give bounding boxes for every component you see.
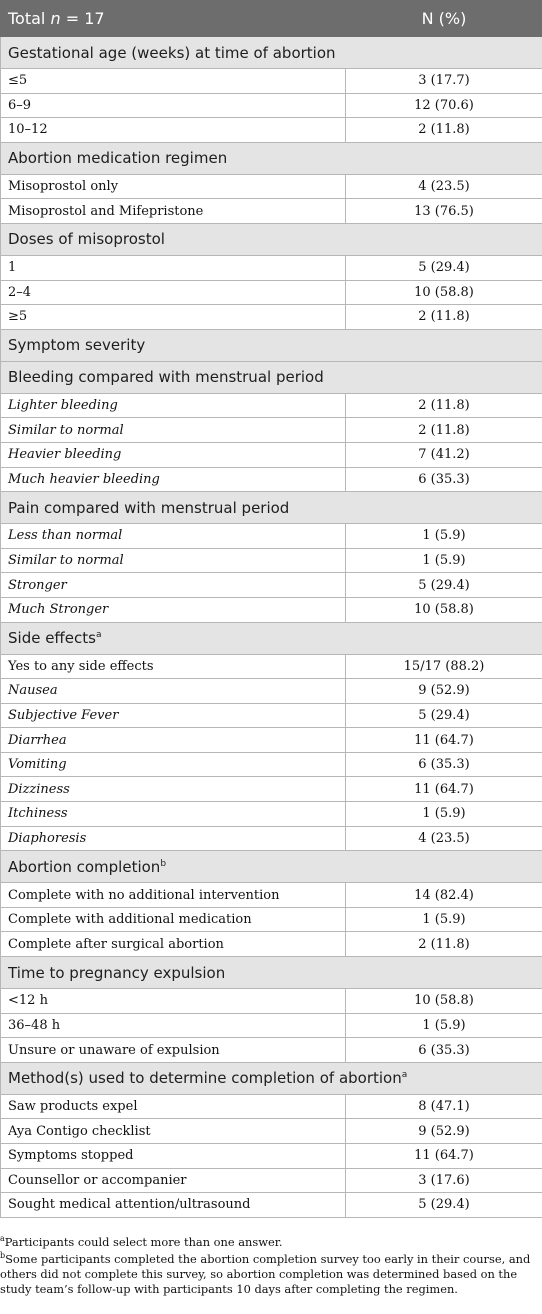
table-body — [1, 37, 542, 1218]
row-label: ≤5 — [1, 69, 346, 94]
table-row — [1, 280, 542, 305]
table-row — [1, 802, 542, 827]
row-label: <12 h — [1, 989, 346, 1014]
table-row — [1, 174, 542, 199]
row-value: 10 (58.8) — [346, 989, 542, 1014]
table-row — [1, 93, 542, 118]
row-label: 1 — [1, 255, 346, 280]
total-header-cell: Total n = 17 — [1, 1, 346, 37]
table-row — [1, 597, 542, 622]
table-row — [1, 1168, 542, 1193]
table-row — [1, 752, 542, 777]
table-row — [1, 932, 542, 957]
row-value: 1 (5.9) — [346, 802, 542, 827]
row-value: 4 (23.5) — [346, 174, 542, 199]
row-label: Counsellor or accompanier — [1, 1168, 346, 1193]
table-row — [1, 69, 542, 94]
row-label: Complete with additional medication — [1, 907, 346, 932]
row-value: 5 (29.4) — [346, 573, 542, 598]
table-row — [1, 1144, 542, 1169]
table-header-row — [1, 1, 542, 37]
table-row — [1, 118, 542, 143]
section-title: Gestational age (weeks) at time of abortion — [1, 37, 542, 69]
section-title: Symptom severity — [1, 329, 542, 361]
footnote-a: $^a$Participants could select more than one answer. — [0, 1234, 283, 1249]
table-row — [1, 305, 542, 330]
section-title: Abortion medication regimen — [1, 142, 542, 174]
row-value: 1 (5.9) — [346, 1013, 542, 1038]
section-header-row — [1, 142, 542, 174]
table-row — [1, 393, 542, 418]
row-value: 1 (5.9) — [346, 524, 542, 549]
row-value: 11 (64.7) — [346, 777, 542, 802]
footnote-marker: a — [95, 630, 102, 640]
footnote-b: $^b$Some participants completed the abortion completion survey too early in their course, and others did not complete this survey, so abortion completion was determined based on the study team’s follow-up with participants 10 days after completing the regimen. — [0, 1251, 531, 1296]
section-header-row — [1, 957, 542, 989]
row-label: Diarrhea — [1, 728, 346, 753]
row-label: Complete after surgical abortion — [1, 932, 346, 957]
table-row — [1, 883, 542, 908]
section-header-row — [1, 329, 542, 361]
table-row — [1, 728, 542, 753]
section-title: Method(s) used to determine completion of abortion$^a$ — [1, 1062, 542, 1094]
table-row — [1, 573, 542, 598]
section-header-row — [1, 622, 542, 654]
n-percent-header-cell: N (%) — [346, 1, 542, 37]
row-value: 15/17 (88.2) — [346, 654, 542, 679]
row-value: 12 (70.6) — [346, 93, 542, 118]
row-label: Vomiting — [1, 752, 346, 777]
row-label: Itchiness — [1, 802, 346, 827]
table-row — [1, 524, 542, 549]
row-value: 3 (17.7) — [346, 69, 542, 94]
row-label: Diaphoresis — [1, 826, 346, 851]
row-value: 7 (41.2) — [346, 442, 542, 467]
table-row — [1, 703, 542, 728]
table-row — [1, 777, 542, 802]
row-value: 14 (82.4) — [346, 883, 542, 908]
row-value: 6 (35.3) — [346, 1038, 542, 1063]
row-label: Complete with no additional intervention — [1, 883, 346, 908]
row-value: 9 (52.9) — [346, 1119, 542, 1144]
table-row — [1, 1193, 542, 1218]
section-title: Side effects$^a$ — [1, 622, 542, 654]
table-row — [1, 442, 542, 467]
row-label: Similar to normal — [1, 548, 346, 573]
row-value: 10 (58.8) — [346, 597, 542, 622]
table-row — [1, 199, 542, 224]
row-value: 11 (64.7) — [346, 728, 542, 753]
row-value: 2 (11.8) — [346, 118, 542, 143]
table-row — [1, 826, 542, 851]
row-value: 6 (35.3) — [346, 752, 542, 777]
row-label: 36–48 h — [1, 1013, 346, 1038]
row-value: 13 (76.5) — [346, 199, 542, 224]
row-label: Symptoms stopped — [1, 1144, 346, 1169]
row-value: 3 (17.6) — [346, 1168, 542, 1193]
table-row — [1, 255, 542, 280]
row-label: Heavier bleeding — [1, 442, 346, 467]
table-row — [1, 418, 542, 443]
section-title: Bleeding compared with menstrual period — [1, 361, 542, 393]
row-value: 8 (47.1) — [346, 1094, 542, 1119]
row-label: Much Stronger — [1, 597, 346, 622]
section-header-row — [1, 1062, 542, 1094]
section-header-row — [1, 361, 542, 393]
row-label: 2–4 — [1, 280, 346, 305]
section-header-row — [1, 37, 542, 69]
row-label: Lighter bleeding — [1, 393, 346, 418]
row-label: Dizziness — [1, 777, 346, 802]
footnote-marker: a — [401, 1070, 408, 1081]
row-label: Nausea — [1, 679, 346, 704]
section-title: Abortion completion$^b$ — [1, 851, 542, 883]
section-title: Doses of misoprostol — [1, 223, 542, 255]
row-label: Much heavier bleeding — [1, 467, 346, 492]
row-label: Less than normal — [1, 524, 346, 549]
row-label: ≥5 — [1, 305, 346, 330]
row-label: Misoprostol only — [1, 174, 346, 199]
row-value: 5 (29.4) — [346, 1193, 542, 1218]
row-label: Subjective Fever — [1, 703, 346, 728]
table-row — [1, 467, 542, 492]
table-row — [1, 1038, 542, 1063]
table-row — [1, 1094, 542, 1119]
row-label: Aya Contigo checklist — [1, 1119, 346, 1144]
row-value: 2 (11.8) — [346, 305, 542, 330]
row-label: Similar to normal — [1, 418, 346, 443]
section-title: Time to pregnancy expulsion — [1, 957, 542, 989]
row-value: 2 (11.8) — [346, 393, 542, 418]
row-label: 10–12 — [1, 118, 346, 143]
section-header-row — [1, 492, 542, 524]
table-row — [1, 907, 542, 932]
row-value: 2 (11.8) — [346, 418, 542, 443]
row-label: Unsure or unaware of expulsion — [1, 1038, 346, 1063]
row-value: 9 (52.9) — [346, 679, 542, 704]
table-row — [1, 989, 542, 1014]
row-value: 2 (11.8) — [346, 932, 542, 957]
footnotes — [0, 1235, 542, 1299]
section-header-row — [1, 223, 542, 255]
row-value: 5 (29.4) — [346, 255, 542, 280]
footnote-marker: b — [160, 858, 167, 869]
table-row — [1, 548, 542, 573]
row-value: 10 (58.8) — [346, 280, 542, 305]
row-value: 11 (64.7) — [346, 1144, 542, 1169]
row-value: 5 (29.4) — [346, 703, 542, 728]
row-label: Misoprostol and Mifepristone — [1, 199, 346, 224]
row-label: Yes to any side effects — [1, 654, 346, 679]
table-row — [1, 679, 542, 704]
row-label: 6–9 — [1, 93, 346, 118]
row-value: 1 (5.9) — [346, 548, 542, 573]
table-row — [1, 1119, 542, 1144]
row-label: Saw products expel — [1, 1094, 346, 1119]
row-value: 1 (5.9) — [346, 907, 542, 932]
row-label: Stronger — [1, 573, 346, 598]
section-title: Pain compared with menstrual period — [1, 492, 542, 524]
section-header-row — [1, 851, 542, 883]
row-label: Sought medical attention/ultrasound — [1, 1193, 346, 1218]
row-value: 6 (35.3) — [346, 467, 542, 492]
table-row — [1, 654, 542, 679]
table-row — [1, 1013, 542, 1038]
row-value: 4 (23.5) — [346, 826, 542, 851]
